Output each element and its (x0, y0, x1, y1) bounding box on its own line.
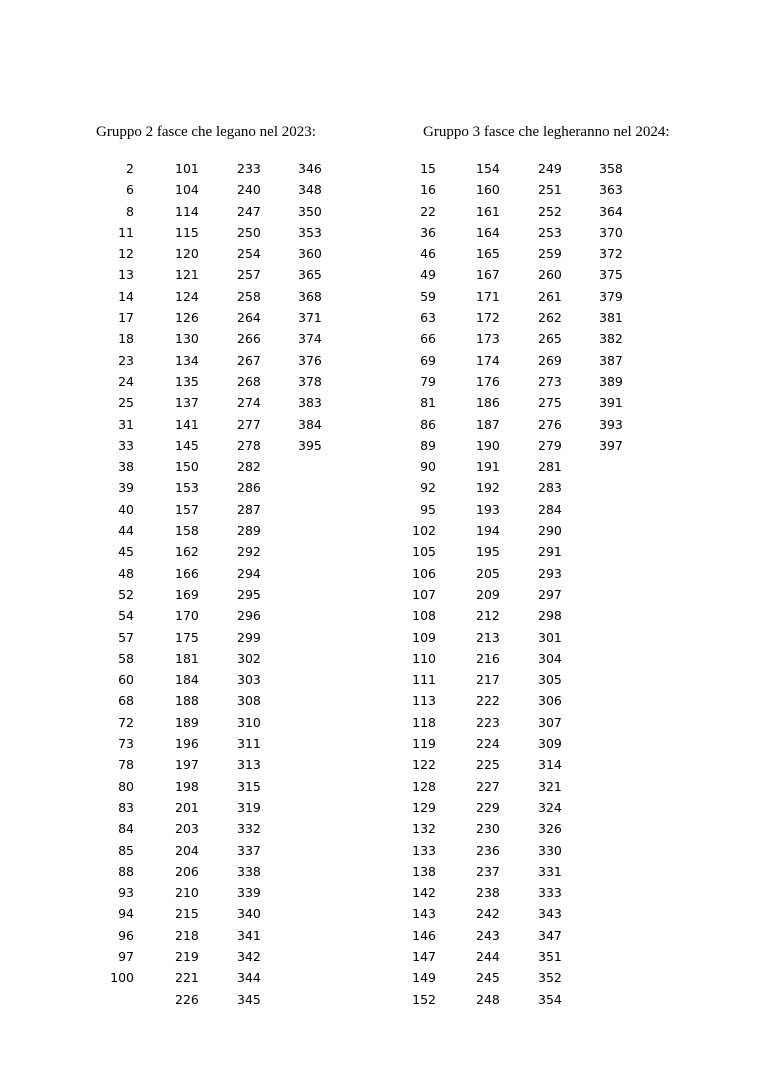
band-number: 109 (412, 629, 436, 645)
band-number: 314 (538, 757, 562, 773)
band-number: 192 (476, 480, 500, 496)
band-number: 284 (538, 501, 562, 517)
band-number: 164 (476, 224, 500, 240)
band-number: 397 (599, 437, 623, 453)
band-number: 315 (237, 778, 261, 794)
band-number: 305 (538, 672, 562, 688)
band-number: 281 (538, 459, 562, 475)
band-number: 381 (599, 310, 623, 326)
band-number: 146 (412, 927, 436, 943)
band-number: 188 (175, 693, 199, 709)
band-number: 354 (538, 991, 562, 1007)
band-number: 11 (118, 224, 134, 240)
band-number: 236 (476, 842, 500, 858)
band-number: 268 (237, 373, 261, 389)
band-number: 364 (599, 203, 623, 219)
band-number: 23 (118, 352, 134, 368)
band-number: 345 (237, 991, 261, 1007)
band-number: 358 (599, 161, 623, 176)
band-number: 294 (237, 565, 261, 581)
band-number: 382 (599, 331, 623, 347)
band-number: 395 (298, 437, 322, 453)
band-number: 297 (538, 586, 562, 602)
band-number: 170 (175, 608, 199, 624)
band-number: 8 (126, 203, 134, 219)
band-number: 360 (298, 246, 322, 262)
band-number: 197 (175, 757, 199, 773)
band-number: 73 (118, 736, 134, 752)
band-number: 253 (538, 224, 562, 240)
band-number: 245 (476, 970, 500, 986)
band-number: 186 (476, 395, 500, 411)
band-number: 223 (476, 714, 500, 730)
band-number: 13 (118, 267, 134, 283)
band-number: 308 (237, 693, 261, 709)
band-number: 191 (476, 459, 500, 475)
band-number: 216 (476, 650, 500, 666)
band-number: 100 (110, 970, 134, 986)
band-number: 160 (476, 182, 500, 198)
band-number: 346 (298, 161, 322, 176)
band-number: 181 (175, 650, 199, 666)
group-2-column-4 (298, 158, 338, 456)
band-number: 152 (412, 991, 436, 1007)
band-number: 293 (538, 565, 562, 581)
band-number: 102 (412, 523, 436, 539)
band-number: 350 (298, 203, 322, 219)
band-number: 14 (118, 288, 134, 304)
group-3-title: Gruppo 3 fasce che legheranno nel 2024: (423, 124, 670, 140)
band-number: 195 (476, 544, 500, 560)
band-number: 166 (175, 565, 199, 581)
band-number: 6 (126, 182, 134, 198)
band-number: 273 (538, 373, 562, 389)
band-number: 169 (175, 586, 199, 602)
band-number: 31 (118, 416, 134, 432)
band-number: 59 (420, 288, 436, 304)
band-number: 242 (476, 906, 500, 922)
band-number: 303 (237, 672, 261, 688)
band-number: 389 (599, 373, 623, 389)
band-number: 101 (175, 161, 199, 176)
band-number: 172 (476, 310, 500, 326)
band-number: 376 (298, 352, 322, 368)
band-number: 143 (412, 906, 436, 922)
band-number: 49 (420, 267, 436, 283)
band-number: 309 (538, 736, 562, 752)
band-number: 229 (476, 799, 500, 815)
band-number: 205 (476, 565, 500, 581)
band-number: 210 (175, 885, 199, 901)
band-number: 370 (599, 224, 623, 240)
band-number: 262 (538, 310, 562, 326)
band-number: 343 (538, 906, 562, 922)
band-number: 217 (476, 672, 500, 688)
band-number: 295 (237, 586, 261, 602)
band-number: 120 (175, 246, 199, 262)
band-number: 176 (476, 373, 500, 389)
band-number: 302 (237, 650, 261, 666)
band-number: 330 (538, 842, 562, 858)
band-number: 135 (175, 373, 199, 389)
band-number: 310 (237, 714, 261, 730)
band-number: 319 (237, 799, 261, 815)
band-number: 227 (476, 778, 500, 794)
band-number: 147 (412, 948, 436, 964)
band-number: 237 (476, 863, 500, 879)
band-number: 333 (538, 885, 562, 901)
band-number: 124 (175, 288, 199, 304)
band-number: 94 (118, 906, 134, 922)
band-number: 132 (412, 821, 436, 837)
band-number: 167 (476, 267, 500, 283)
band-number: 348 (298, 182, 322, 198)
band-number: 17 (118, 310, 134, 326)
band-number: 313 (237, 757, 261, 773)
band-number: 198 (175, 778, 199, 794)
band-number: 204 (175, 842, 199, 858)
band-number: 114 (175, 203, 199, 219)
band-number: 58 (118, 650, 134, 666)
band-number: 128 (412, 778, 436, 794)
band-number: 221 (175, 970, 199, 986)
band-number: 215 (175, 906, 199, 922)
band-number: 184 (175, 672, 199, 688)
band-number: 321 (538, 778, 562, 794)
band-number: 298 (538, 608, 562, 624)
band-number: 304 (538, 650, 562, 666)
band-number: 365 (298, 267, 322, 283)
band-number: 266 (237, 331, 261, 347)
band-number: 16 (420, 182, 436, 198)
band-number: 158 (175, 523, 199, 539)
band-number: 351 (538, 948, 562, 964)
band-number: 224 (476, 736, 500, 752)
group-3-column-1 (396, 158, 436, 1010)
band-number: 80 (118, 778, 134, 794)
band-number: 162 (175, 544, 199, 560)
band-number: 2 (126, 161, 134, 176)
band-number: 331 (538, 863, 562, 879)
band-number: 175 (175, 629, 199, 645)
band-number: 111 (412, 672, 436, 688)
band-number: 260 (538, 267, 562, 283)
band-number: 68 (118, 693, 134, 709)
band-number: 46 (420, 246, 436, 262)
band-number: 93 (118, 885, 134, 901)
band-number: 261 (538, 288, 562, 304)
band-number: 254 (237, 246, 261, 262)
band-number: 219 (175, 948, 199, 964)
band-number: 40 (118, 501, 134, 517)
band-number: 24 (118, 373, 134, 389)
band-number: 230 (476, 821, 500, 837)
band-number: 189 (175, 714, 199, 730)
band-number: 352 (538, 970, 562, 986)
band-number: 174 (476, 352, 500, 368)
group-2-column-3 (237, 158, 277, 1010)
band-number: 378 (298, 373, 322, 389)
band-number: 203 (175, 821, 199, 837)
band-number: 141 (175, 416, 199, 432)
band-number: 391 (599, 395, 623, 411)
band-number: 282 (237, 459, 261, 475)
band-number: 36 (420, 224, 436, 240)
band-number: 38 (118, 459, 134, 475)
band-number: 248 (476, 991, 500, 1007)
band-number: 338 (237, 863, 261, 879)
band-number: 301 (538, 629, 562, 645)
band-number: 22 (420, 203, 436, 219)
band-number: 289 (237, 523, 261, 539)
band-number: 311 (237, 736, 261, 752)
band-number: 95 (420, 501, 436, 517)
band-number: 97 (118, 948, 134, 964)
band-number: 252 (538, 203, 562, 219)
band-number: 25 (118, 395, 134, 411)
band-number: 353 (298, 224, 322, 240)
band-number: 324 (538, 799, 562, 815)
band-number: 81 (420, 395, 436, 411)
band-number: 267 (237, 352, 261, 368)
band-number: 371 (298, 310, 322, 326)
band-number: 121 (175, 267, 199, 283)
band-number: 118 (412, 714, 436, 730)
band-number: 274 (237, 395, 261, 411)
band-number: 307 (538, 714, 562, 730)
band-number: 138 (412, 863, 436, 879)
band-number: 66 (420, 331, 436, 347)
band-number: 130 (175, 331, 199, 347)
band-number: 196 (175, 736, 199, 752)
band-number: 145 (175, 437, 199, 453)
band-number: 137 (175, 395, 199, 411)
band-number: 265 (538, 331, 562, 347)
band-number: 115 (175, 224, 199, 240)
band-number: 250 (237, 224, 261, 240)
band-number: 63 (420, 310, 436, 326)
band-number: 157 (175, 501, 199, 517)
band-number: 190 (476, 437, 500, 453)
band-number: 275 (538, 395, 562, 411)
band-number: 279 (538, 437, 562, 453)
band-number: 387 (599, 352, 623, 368)
band-number: 341 (237, 927, 261, 943)
band-number: 12 (118, 246, 134, 262)
band-number: 150 (175, 459, 199, 475)
band-number: 193 (476, 501, 500, 517)
band-number: 173 (476, 331, 500, 347)
band-number: 113 (412, 693, 436, 709)
band-number: 269 (538, 352, 562, 368)
group-2-title: Gruppo 2 fasce che legano nel 2023: (96, 124, 316, 140)
band-number: 393 (599, 416, 623, 432)
band-number: 368 (298, 288, 322, 304)
band-number: 122 (412, 757, 436, 773)
band-number: 171 (476, 288, 500, 304)
band-number: 218 (175, 927, 199, 943)
band-number: 206 (175, 863, 199, 879)
band-number: 299 (237, 629, 261, 645)
band-number: 238 (476, 885, 500, 901)
band-number: 44 (118, 523, 134, 539)
band-number: 372 (599, 246, 623, 262)
band-number: 78 (118, 757, 134, 773)
group-2-column-1 (94, 158, 134, 989)
band-number: 96 (118, 927, 134, 943)
band-number: 212 (476, 608, 500, 624)
band-number: 233 (237, 161, 261, 176)
band-number: 363 (599, 182, 623, 198)
band-number: 291 (538, 544, 562, 560)
band-number: 259 (538, 246, 562, 262)
band-number: 296 (237, 608, 261, 624)
band-number: 85 (118, 842, 134, 858)
band-number: 384 (298, 416, 322, 432)
band-number: 149 (412, 970, 436, 986)
band-number: 90 (420, 459, 436, 475)
band-number: 276 (538, 416, 562, 432)
band-number: 244 (476, 948, 500, 964)
band-number: 15 (420, 161, 436, 176)
band-number: 213 (476, 629, 500, 645)
band-number: 119 (412, 736, 436, 752)
band-number: 69 (420, 352, 436, 368)
band-number: 226 (175, 991, 199, 1007)
band-number: 165 (476, 246, 500, 262)
band-number: 86 (420, 416, 436, 432)
band-number: 278 (237, 437, 261, 453)
band-number: 277 (237, 416, 261, 432)
band-number: 240 (237, 182, 261, 198)
band-number: 106 (412, 565, 436, 581)
band-number: 129 (412, 799, 436, 815)
band-number: 337 (237, 842, 261, 858)
band-number: 52 (118, 586, 134, 602)
band-number: 326 (538, 821, 562, 837)
band-number: 286 (237, 480, 261, 496)
band-number: 194 (476, 523, 500, 539)
band-number: 107 (412, 586, 436, 602)
band-number: 258 (237, 288, 261, 304)
band-number: 108 (412, 608, 436, 624)
band-number: 201 (175, 799, 199, 815)
band-number: 264 (237, 310, 261, 326)
group-3-column-2 (476, 158, 516, 1010)
band-number: 342 (237, 948, 261, 964)
band-number: 332 (237, 821, 261, 837)
band-number: 104 (175, 182, 199, 198)
band-number: 161 (476, 203, 500, 219)
band-number: 89 (420, 437, 436, 453)
band-number: 33 (118, 437, 134, 453)
band-number: 375 (599, 267, 623, 283)
band-number: 251 (538, 182, 562, 198)
band-number: 60 (118, 672, 134, 688)
band-number: 83 (118, 799, 134, 815)
band-number: 154 (476, 161, 500, 176)
band-number: 133 (412, 842, 436, 858)
band-number: 142 (412, 885, 436, 901)
band-number: 290 (538, 523, 562, 539)
band-number: 292 (237, 544, 261, 560)
band-number: 134 (175, 352, 199, 368)
band-number: 72 (118, 714, 134, 730)
band-number: 287 (237, 501, 261, 517)
band-number: 257 (237, 267, 261, 283)
band-number: 88 (118, 863, 134, 879)
band-number: 383 (298, 395, 322, 411)
group-2-column-2 (175, 158, 215, 1010)
band-number: 306 (538, 693, 562, 709)
band-number: 247 (237, 203, 261, 219)
band-number: 48 (118, 565, 134, 581)
band-number: 110 (412, 650, 436, 666)
band-number: 225 (476, 757, 500, 773)
band-number: 209 (476, 586, 500, 602)
band-number: 18 (118, 331, 134, 347)
band-number: 84 (118, 821, 134, 837)
group-3-column-3 (538, 158, 578, 1010)
band-number: 339 (237, 885, 261, 901)
band-number: 45 (118, 544, 134, 560)
band-number: 243 (476, 927, 500, 943)
band-number: 57 (118, 629, 134, 645)
band-number: 340 (237, 906, 261, 922)
band-number: 347 (538, 927, 562, 943)
band-number: 344 (237, 970, 261, 986)
band-number: 92 (420, 480, 436, 496)
band-number: 105 (412, 544, 436, 560)
band-number: 249 (538, 161, 562, 176)
band-number: 153 (175, 480, 199, 496)
group-3-column-4 (599, 158, 639, 456)
band-number: 79 (420, 373, 436, 389)
band-number: 283 (538, 480, 562, 496)
band-number: 222 (476, 693, 500, 709)
band-number: 39 (118, 480, 134, 496)
band-number: 187 (476, 416, 500, 432)
band-number: 126 (175, 310, 199, 326)
band-number: 54 (118, 608, 134, 624)
band-number: 379 (599, 288, 623, 304)
band-number: 374 (298, 331, 322, 347)
